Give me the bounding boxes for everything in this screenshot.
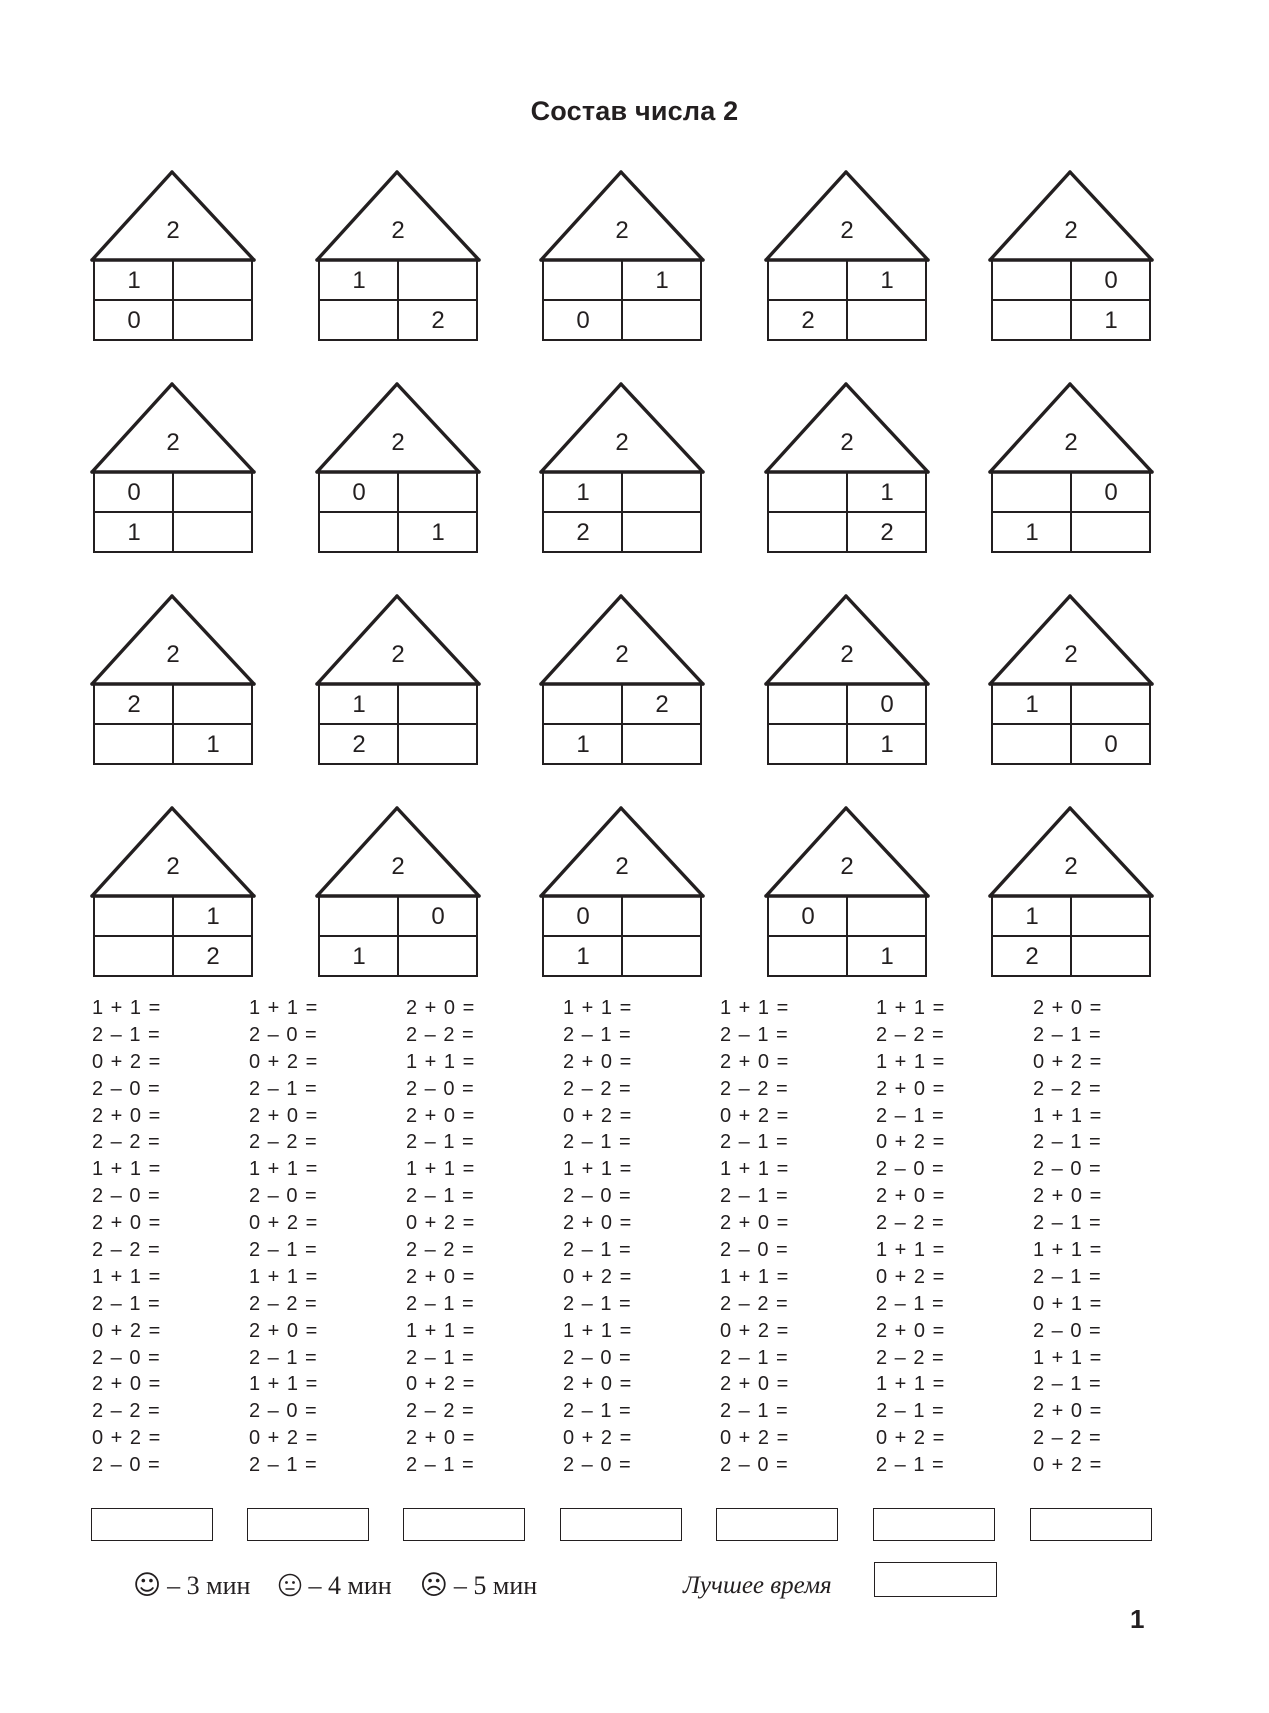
house-number: 2 <box>840 217 854 244</box>
exercise: 2 – 1 = <box>563 1292 632 1315</box>
cell-bottom-right[interactable] <box>1071 513 1151 552</box>
house-6 <box>92 384 264 554</box>
house-1 <box>92 172 264 342</box>
exercise: 2 + 0 = <box>92 1212 162 1235</box>
house-number: 2 <box>391 853 405 880</box>
exercise: 2 – 1 = <box>406 1454 475 1477</box>
exercise: 2 – 1 = <box>720 1131 789 1154</box>
cell-top-left[interactable] <box>768 685 848 724</box>
cell-top-right[interactable] <box>1071 897 1151 936</box>
exercise: 1 + 1 = <box>720 1265 790 1288</box>
cell-top-right: 1 <box>206 903 220 930</box>
cell-top-left[interactable] <box>94 897 174 936</box>
house-number: 2 <box>166 853 180 880</box>
cell-bottom-right[interactable] <box>622 301 702 340</box>
exercise: 0 + 2 = <box>720 1104 790 1127</box>
exercise: 2 – 1 = <box>1033 1265 1102 1288</box>
exercise: 0 + 2 = <box>563 1104 633 1127</box>
exercise: 2 – 2 = <box>876 1023 945 1046</box>
cell-top-left: 0 <box>352 479 366 506</box>
exercise: 1 + 1 = <box>406 1319 476 1342</box>
cell-top-right[interactable] <box>173 261 253 300</box>
house-number: 2 <box>166 641 180 668</box>
cell-top-left: 0 <box>801 903 815 930</box>
cell-top-right: 0 <box>1104 479 1118 506</box>
exercise: 2 + 0 = <box>406 1104 476 1127</box>
exercise-column-4 <box>563 995 713 1479</box>
exercise: 2 – 2 = <box>406 1400 475 1423</box>
cell-bottom-left[interactable] <box>319 513 399 552</box>
exercise: 2 + 0 = <box>406 1427 476 1450</box>
cell-top-right[interactable] <box>398 261 478 300</box>
time-legend <box>133 1570 565 1601</box>
exercise: 2 – 2 = <box>92 1239 161 1262</box>
exercise: 0 + 2 = <box>249 1212 319 1235</box>
exercise: 2 + 0 = <box>720 1373 790 1396</box>
exercise: 1 + 1 = <box>1033 1239 1103 1262</box>
exercise: 2 + 0 = <box>406 997 476 1019</box>
exercise: 2 – 0 = <box>92 1454 161 1477</box>
exercise: 1 + 1 = <box>249 1373 319 1396</box>
cell-bottom-left: 1 <box>352 943 366 970</box>
exercise: 2 – 1 = <box>406 1346 475 1369</box>
cell-top-left[interactable] <box>319 897 399 936</box>
exercise: 2 – 0 = <box>720 1454 789 1477</box>
exercise: 1 + 1 = <box>720 1158 790 1181</box>
time-box-2[interactable] <box>247 1508 369 1541</box>
exercise: 1 + 1 = <box>876 1373 946 1396</box>
house-17 <box>317 808 489 978</box>
exercise: 2 + 0 = <box>720 1212 790 1235</box>
exercise: 2 + 0 = <box>406 1265 476 1288</box>
exercise: 2 – 1 = <box>563 1131 632 1154</box>
exercise: 1 + 1 = <box>92 997 162 1019</box>
cell-bottom-right: 1 <box>880 731 894 758</box>
cell-bottom-right: 1 <box>206 731 220 758</box>
exercise: 2 – 2 = <box>1033 1427 1102 1450</box>
house-number: 2 <box>391 217 405 244</box>
cell-bottom-left[interactable] <box>768 725 848 764</box>
house-number: 2 <box>1064 853 1078 880</box>
house-19 <box>766 808 938 978</box>
legend-text: – 5 мин <box>453 1570 538 1600</box>
cell-bottom-left: 2 <box>352 731 366 758</box>
smile-icon: ☺ <box>133 1570 162 1601</box>
house-9 <box>766 384 938 554</box>
exercise: 2 – 0 = <box>92 1077 161 1100</box>
exercise: 0 + 2 = <box>1033 1454 1103 1477</box>
house-number: 2 <box>1064 429 1078 456</box>
cell-bottom-right[interactable] <box>847 301 927 340</box>
cell-top-left[interactable] <box>768 261 848 300</box>
exercise: 2 – 0 = <box>563 1454 632 1477</box>
cell-top-right: 1 <box>655 267 669 294</box>
house-14 <box>766 596 938 766</box>
cell-top-left: 2 <box>127 691 141 718</box>
cell-bottom-left[interactable] <box>319 301 399 340</box>
house-7 <box>317 384 489 554</box>
frown-icon: ☹ <box>419 1570 448 1601</box>
exercise: 2 + 0 = <box>720 1050 790 1073</box>
exercise: 2 + 0 = <box>249 1319 319 1342</box>
exercise: 2 + 0 = <box>876 1077 946 1100</box>
neutral-face-icon <box>278 1570 302 1601</box>
exercise: 2 – 2 = <box>406 1239 475 1262</box>
exercise: 2 – 1 = <box>249 1239 318 1262</box>
house-4 <box>766 172 938 342</box>
cell-bottom-right: 1 <box>880 943 894 970</box>
exercise: 2 + 0 = <box>92 1104 162 1127</box>
cell-top-right: 0 <box>880 691 894 718</box>
house-number: 2 <box>840 641 854 668</box>
cell-bottom-left: 0 <box>576 307 590 334</box>
house-number: 2 <box>615 217 629 244</box>
cell-bottom-right: 0 <box>1104 731 1118 758</box>
exercise: 2 + 0 = <box>1033 1400 1103 1423</box>
best-time-label: Лучшее время <box>683 1572 832 1599</box>
cell-bottom-left: 2 <box>576 519 590 546</box>
exercise: 1 + 1 = <box>876 1239 946 1262</box>
exercise: 2 – 1 = <box>406 1131 475 1154</box>
cell-top-right[interactable] <box>398 473 478 512</box>
exercise: 2 – 1 = <box>720 1346 789 1369</box>
house-11 <box>92 596 264 766</box>
house-number: 2 <box>840 429 854 456</box>
cell-bottom-left: 1 <box>127 519 141 546</box>
cell-top-left: 1 <box>1025 691 1039 718</box>
exercise: 2 – 1 = <box>92 1292 161 1315</box>
exercise: 2 + 0 = <box>1033 997 1103 1019</box>
exercise: 0 + 2 = <box>876 1265 946 1288</box>
time-box-6[interactable] <box>873 1508 995 1541</box>
cell-top-left[interactable] <box>992 473 1072 512</box>
exercise: 2 – 2 = <box>92 1131 161 1154</box>
exercise: 1 + 1 = <box>249 1158 319 1181</box>
exercise: 1 + 1 = <box>92 1265 162 1288</box>
exercise: 1 + 1 = <box>876 1050 946 1073</box>
exercise: 2 – 2 = <box>92 1400 161 1423</box>
exercise: 2 + 0 = <box>876 1185 946 1208</box>
exercise: 0 + 2 = <box>720 1319 790 1342</box>
house-18 <box>541 808 713 978</box>
exercise: 2 + 0 = <box>563 1373 633 1396</box>
cell-bottom-left[interactable] <box>768 937 848 976</box>
exercise: 2 – 1 = <box>720 1400 789 1423</box>
house-number: 2 <box>840 853 854 880</box>
house-13 <box>541 596 713 766</box>
cell-bottom-left[interactable] <box>768 513 848 552</box>
cell-bottom-right: 2 <box>431 307 445 334</box>
cell-top-right[interactable] <box>173 685 253 724</box>
cell-bottom-right[interactable] <box>173 301 253 340</box>
cell-bottom-right[interactable] <box>398 725 478 764</box>
exercise: 2 – 1 = <box>406 1292 475 1315</box>
legend-item-3min <box>133 1570 250 1601</box>
page-number: 1 <box>1130 1604 1145 1634</box>
house-10 <box>990 384 1162 554</box>
exercise: 1 + 1 = <box>92 1158 162 1181</box>
exercise-column-2 <box>249 995 399 1479</box>
exercise: 2 – 1 = <box>1033 1023 1102 1046</box>
exercise-column-5 <box>720 995 870 1479</box>
exercise: 0 + 2 = <box>249 1050 319 1073</box>
exercise: 2 – 0 = <box>720 1239 789 1262</box>
exercise: 0 + 2 = <box>876 1131 946 1154</box>
cell-bottom-left: 1 <box>576 943 590 970</box>
cell-top-right[interactable] <box>622 897 702 936</box>
cell-top-right: 1 <box>880 267 894 294</box>
exercise: 2 – 1 = <box>876 1104 945 1127</box>
exercise: 2 – 1 = <box>876 1400 945 1423</box>
exercise: 1 + 1 = <box>406 1158 476 1181</box>
exercise: 0 + 2 = <box>563 1427 633 1450</box>
exercise: 2 – 2 = <box>563 1077 632 1100</box>
exercise: 2 – 1 = <box>876 1454 945 1477</box>
house-number: 2 <box>615 853 629 880</box>
exercise: 2 + 0 = <box>563 1212 633 1235</box>
exercise: 2 – 1 = <box>249 1346 318 1369</box>
cell-bottom-right: 2 <box>206 943 220 970</box>
exercise: 2 – 2 = <box>249 1292 318 1315</box>
cell-top-left[interactable] <box>768 473 848 512</box>
exercise: 2 + 0 = <box>563 1050 633 1073</box>
exercise: 0 + 2 = <box>249 1427 319 1450</box>
exercise-column-3 <box>406 995 556 1479</box>
house-number: 2 <box>615 429 629 456</box>
exercise-column-6 <box>876 995 1026 1479</box>
exercise: 2 – 0 = <box>249 1185 318 1208</box>
exercise: 2 – 2 = <box>406 1023 475 1046</box>
exercise: 2 – 0 = <box>92 1346 161 1369</box>
cell-bottom-right[interactable] <box>622 725 702 764</box>
house-5 <box>990 172 1162 342</box>
cell-top-left[interactable] <box>543 685 623 724</box>
time-box-5[interactable] <box>716 1508 838 1541</box>
exercise: 0 + 2 = <box>720 1427 790 1450</box>
exercise: 2 – 0 = <box>1033 1158 1102 1181</box>
exercise: 2 – 2 = <box>876 1212 945 1235</box>
house-8 <box>541 384 713 554</box>
house-3 <box>541 172 713 342</box>
legend-text: – 4 мин <box>308 1570 392 1600</box>
exercise: 2 – 1 = <box>876 1292 945 1315</box>
cell-bottom-right[interactable] <box>1071 937 1151 976</box>
exercise: 2 – 0 = <box>249 1023 318 1046</box>
exercise: 2 – 0 = <box>563 1185 632 1208</box>
cell-top-left: 0 <box>576 903 590 930</box>
exercise: 2 – 2 = <box>249 1131 318 1154</box>
exercise-column-1 <box>92 995 242 1479</box>
exercise: 2 – 0 = <box>249 1400 318 1423</box>
exercise: 0 + 2 = <box>92 1319 162 1342</box>
exercise: 0 + 2 = <box>92 1427 162 1450</box>
house-20 <box>990 808 1162 978</box>
house-number: 2 <box>615 641 629 668</box>
exercise: 2 – 1 = <box>720 1023 789 1046</box>
exercise: 1 + 1 = <box>1033 1346 1103 1369</box>
cell-bottom-left: 0 <box>127 307 141 334</box>
house-number: 2 <box>166 429 180 456</box>
exercise: 2 – 2 = <box>1033 1077 1102 1100</box>
exercise: 0 + 2 = <box>406 1373 476 1396</box>
cell-bottom-left[interactable] <box>992 725 1072 764</box>
cell-bottom-right: 2 <box>880 519 894 546</box>
exercise: 1 + 1 = <box>876 997 946 1019</box>
exercise: 2 – 0 = <box>1033 1319 1102 1342</box>
cell-top-left: 1 <box>352 691 366 718</box>
cell-top-left: 0 <box>127 479 141 506</box>
exercise: 2 – 1 = <box>1033 1131 1102 1154</box>
exercise: 2 – 1 = <box>563 1239 632 1262</box>
exercise: 1 + 1 = <box>1033 1104 1103 1127</box>
exercise: 2 – 2 = <box>876 1346 945 1369</box>
exercise: 2 – 1 = <box>720 1185 789 1208</box>
cell-top-right[interactable] <box>847 897 927 936</box>
exercise: 1 + 1 = <box>563 1158 633 1181</box>
legend-item-5min <box>420 1570 537 1601</box>
exercise: 2 – 1 = <box>92 1023 161 1046</box>
cell-top-right[interactable] <box>173 473 253 512</box>
cell-bottom-left: 2 <box>801 307 815 334</box>
time-box-3[interactable] <box>403 1508 525 1541</box>
house-number: 2 <box>1064 641 1078 668</box>
exercise: 0 + 2 = <box>406 1212 476 1235</box>
exercise: 0 + 2 = <box>563 1265 633 1288</box>
time-box-7[interactable] <box>1030 1508 1152 1541</box>
legend-text: – 3 мин <box>167 1570 251 1600</box>
exercise: 2 + 0 = <box>249 1104 319 1127</box>
exercise: 1 + 1 = <box>406 1050 476 1073</box>
exercise: 2 – 1 = <box>406 1185 475 1208</box>
cell-top-left[interactable] <box>543 261 623 300</box>
cell-bottom-right: 1 <box>431 519 445 546</box>
cell-bottom-left[interactable] <box>94 937 174 976</box>
cell-bottom-left[interactable] <box>94 725 174 764</box>
exercise: 1 + 1 = <box>249 1265 319 1288</box>
cell-top-left: 1 <box>127 267 141 294</box>
house-number: 2 <box>391 641 405 668</box>
cell-bottom-left[interactable] <box>992 301 1072 340</box>
exercise: 2 – 1 = <box>249 1454 318 1477</box>
exercise: 2 + 0 = <box>1033 1185 1103 1208</box>
house-12 <box>317 596 489 766</box>
cell-bottom-right[interactable] <box>173 513 253 552</box>
cell-top-right[interactable] <box>622 473 702 512</box>
exercise: 2 – 1 = <box>1033 1373 1102 1396</box>
exercise: 0 + 2 = <box>876 1427 946 1450</box>
cell-bottom-left: 1 <box>576 731 590 758</box>
exercise: 1 + 1 = <box>563 997 633 1019</box>
cell-top-right: 0 <box>1104 267 1118 294</box>
cell-top-left: 1 <box>1025 903 1039 930</box>
cell-top-right: 0 <box>431 903 445 930</box>
exercise: 0 + 2 = <box>1033 1050 1103 1073</box>
exercise: 0 + 1 = <box>1033 1292 1103 1315</box>
exercise: 2 + 0 = <box>92 1373 162 1396</box>
time-box-4[interactable] <box>560 1508 682 1541</box>
exercise: 2 – 1 = <box>563 1023 632 1046</box>
exercise: 2 – 1 = <box>563 1400 632 1423</box>
house-15 <box>990 596 1162 766</box>
time-box-1[interactable] <box>91 1508 213 1541</box>
house-number: 2 <box>166 217 180 244</box>
exercise: 2 – 1 = <box>1033 1212 1102 1235</box>
exercise: 1 + 1 = <box>563 1319 633 1342</box>
cell-top-left[interactable] <box>992 261 1072 300</box>
cell-top-left: 1 <box>352 267 366 294</box>
cell-bottom-left: 1 <box>1025 519 1039 546</box>
cell-top-right: 1 <box>880 479 894 506</box>
exercise: 2 – 2 = <box>720 1077 789 1100</box>
exercise: 2 – 1 = <box>249 1077 318 1100</box>
exercise: 2 – 0 = <box>92 1185 161 1208</box>
exercise: 2 – 0 = <box>406 1077 475 1100</box>
cell-bottom-right: 1 <box>1104 307 1118 334</box>
cell-top-right[interactable] <box>398 685 478 724</box>
exercise: 1 + 1 = <box>249 997 319 1019</box>
page-title: Состав числа 2 <box>530 96 739 126</box>
house-2 <box>317 172 489 342</box>
cell-bottom-right[interactable] <box>622 513 702 552</box>
cell-bottom-left: 2 <box>1025 943 1039 970</box>
cell-top-left: 1 <box>576 479 590 506</box>
exercise: 2 – 0 = <box>563 1346 632 1369</box>
legend-item-4min <box>278 1570 391 1601</box>
cell-bottom-right[interactable] <box>398 937 478 976</box>
cell-top-right[interactable] <box>1071 685 1151 724</box>
exercise: 2 – 0 = <box>876 1158 945 1181</box>
best-time-box[interactable] <box>874 1562 997 1597</box>
exercise-column-7 <box>1033 995 1183 1479</box>
exercise: 0 + 2 = <box>92 1050 162 1073</box>
exercise: 2 + 0 = <box>876 1319 946 1342</box>
cell-bottom-right[interactable] <box>622 937 702 976</box>
house-number: 2 <box>391 429 405 456</box>
house-16 <box>92 808 264 978</box>
house-number: 2 <box>1064 217 1078 244</box>
cell-top-right: 2 <box>655 691 669 718</box>
exercise: 1 + 1 = <box>720 997 790 1019</box>
exercise: 2 – 2 = <box>720 1292 789 1315</box>
